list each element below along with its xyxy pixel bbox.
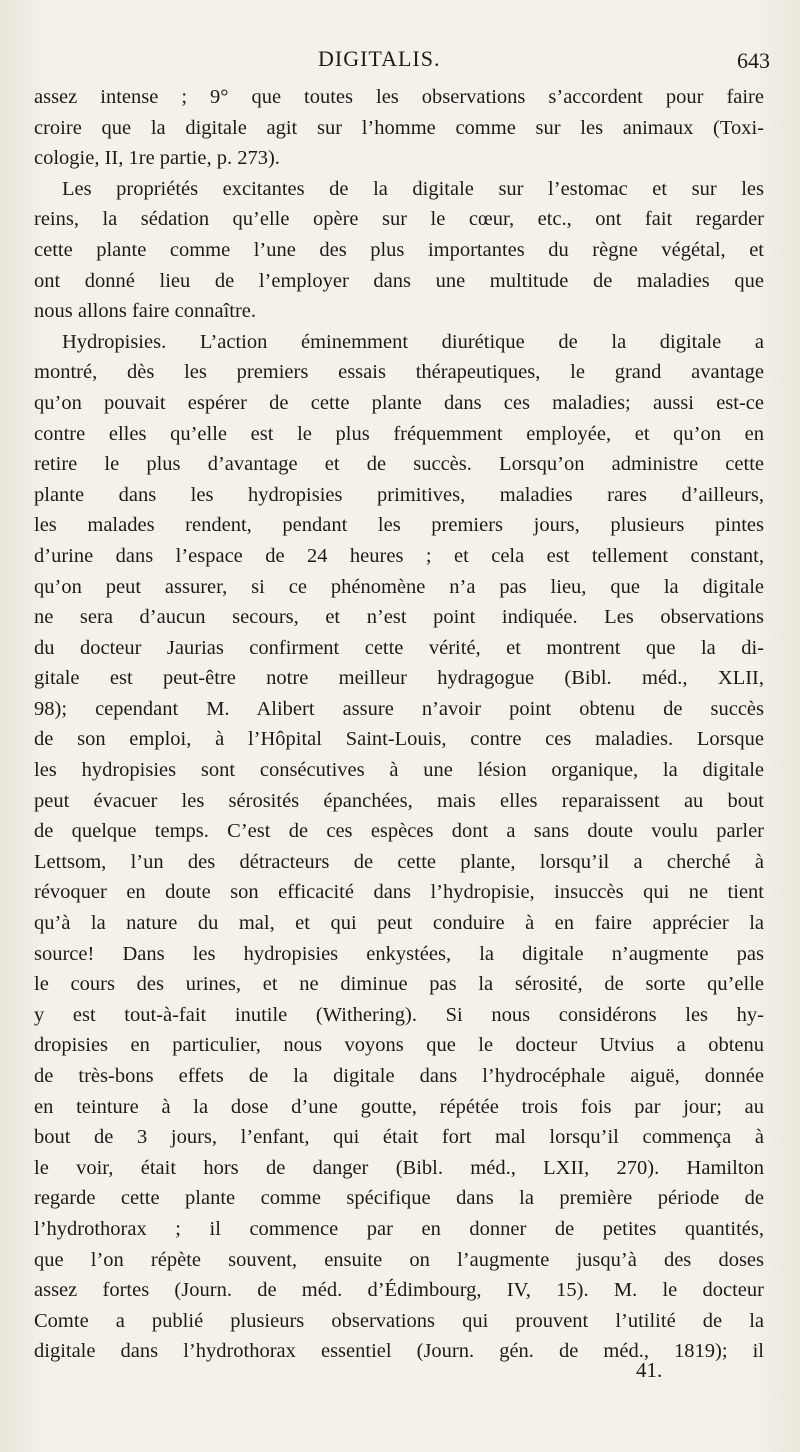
text-line: Hydropisies. L’action éminemment diurétique de la digitale a bbox=[62, 330, 764, 353]
text-line: bout de 3 jours, l’enfant, qui était fort mal lorsqu’il commença à bbox=[34, 1126, 764, 1149]
text-line: révoquer en doute son efficacité dans l’hydropisie, insuccès qui ne tient bbox=[34, 881, 764, 904]
text-line: assez fortes (Journ. de méd. d’Édimbourg, IV, 15). M. le docteur bbox=[34, 1279, 764, 1302]
text-line: plante dans les hydropisies primitives, maladies rares d’ailleurs, bbox=[34, 483, 764, 506]
text-line: l’hydrothorax ; il commence par en donner de petites quantités, bbox=[34, 1217, 764, 1240]
running-title: DIGITALIS. bbox=[318, 46, 441, 71]
text-line: Les propriétés excitantes de la digitale sur l’estomac et sur les bbox=[62, 177, 764, 200]
text-line: que l’on répète souvent, ensuite on l’augmente jusqu’à des doses bbox=[34, 1248, 764, 1271]
text-line: regarde cette plante comme spécifique dans la première période de bbox=[34, 1187, 764, 1210]
text-line: peut évacuer les sérosités épanchées, mais elles reparaissent au bout bbox=[34, 789, 764, 812]
text-line: en teinture à la dose d’une goutte, répétée trois fois par jour; au bbox=[34, 1095, 764, 1118]
text-line: le cours des urines, et ne diminue pas la sérosité, de sorte qu’elle bbox=[34, 973, 764, 996]
text-line: les hydropisies sont consécutives à une lésion organique, la digitale bbox=[34, 759, 764, 782]
text-line: de très-bons effets de la digitale dans l’hydrocéphale aiguë, donnée bbox=[34, 1065, 764, 1087]
text-line: du docteur Jaurias confirment cette vérité, et montrent que la di- bbox=[34, 636, 764, 659]
text-line: nous allons faire connaître. bbox=[34, 300, 257, 323]
text-line: gitale est peut-être notre meilleur hydragogue (Bibl. méd., XLII, bbox=[34, 667, 764, 690]
text-line: ne sera d’aucun secours, et n’est point indiquée. Les observations bbox=[34, 606, 764, 629]
text-line: de son emploi, à l’Hôpital Saint-Louis, contre ces maladies. Lorsque bbox=[34, 728, 764, 751]
text-line: dropisies en particulier, nous voyons que le docteur Utvius a obtenu bbox=[34, 1034, 764, 1057]
text-line: qu’on peut assurer, si ce phénomène n’a pas lieu, que la digitale bbox=[34, 575, 764, 598]
text-line: Lettsom, l’un des détracteurs de cette plante, lorsqu’il a cherché à bbox=[34, 850, 764, 873]
text-line: reins, la sédation qu’elle opère sur le cœur, etc., ont fait regarder bbox=[34, 208, 764, 231]
text-line: digitale dans l’hydrothorax essentiel (Journ. gén. de méd., 1819); il bbox=[34, 1340, 764, 1363]
text-line: contre elles qu’elle est le plus fréquemment employée, et qu’on en bbox=[34, 422, 764, 445]
text-line: le voir, était hors de danger (Bibl. méd., LXII, 270). Hamilton bbox=[34, 1156, 764, 1179]
text-line: montré, dès les premiers essais thérapeutiques, le grand avantage bbox=[34, 361, 764, 384]
text-line: cette plante comme l’une des plus importantes du règne végétal, et bbox=[34, 238, 764, 261]
text-line: retire le plus d’avantage et de succès. Lorsqu’on administre cette bbox=[34, 453, 764, 476]
text-line: croire que la digitale agit sur l’homme comme sur les animaux (Toxi- bbox=[34, 116, 764, 139]
page-header bbox=[0, 46, 800, 80]
text-line: assez intense ; 9° que toutes les observations s’accordent pour faire bbox=[34, 86, 764, 108]
text-line: qu’à la nature du mal, et qui peut conduire à en faire apprécier la bbox=[34, 912, 764, 935]
text-line: Comte a publié plusieurs observations qui prouvent l’utilité de la bbox=[34, 1309, 764, 1332]
signature-mark: 41. bbox=[636, 1358, 663, 1382]
text-line: les malades rendent, pendant les premiers jours, plusieurs pintes bbox=[34, 514, 764, 537]
text-line: de quelque temps. C’est de ces espèces dont a sans doute voulu parler bbox=[34, 820, 764, 843]
page-number: 643 bbox=[737, 48, 770, 73]
text-line: qu’on pouvait espérer de cette plante dans ces maladies; aussi est-ce bbox=[34, 391, 764, 414]
text-line: 98); cependant M. Alibert assure n’avoir point obtenu de succès bbox=[34, 697, 764, 720]
text-line: cologie, II, 1re partie, p. 273). bbox=[34, 147, 280, 170]
text-line: d’urine dans l’espace de 24 heures ; et cela est tellement constant, bbox=[34, 544, 764, 567]
text-line: ont donné lieu de l’employer dans une multitude de maladies que bbox=[34, 269, 764, 292]
text-line: source! Dans les hydropisies enkystées, la digitale n’augmente pas bbox=[34, 942, 764, 965]
body-text bbox=[34, 82, 764, 1367]
text-line: y est tout-à-fait inutile (Withering). Si nous considérons les hy- bbox=[34, 1003, 764, 1026]
